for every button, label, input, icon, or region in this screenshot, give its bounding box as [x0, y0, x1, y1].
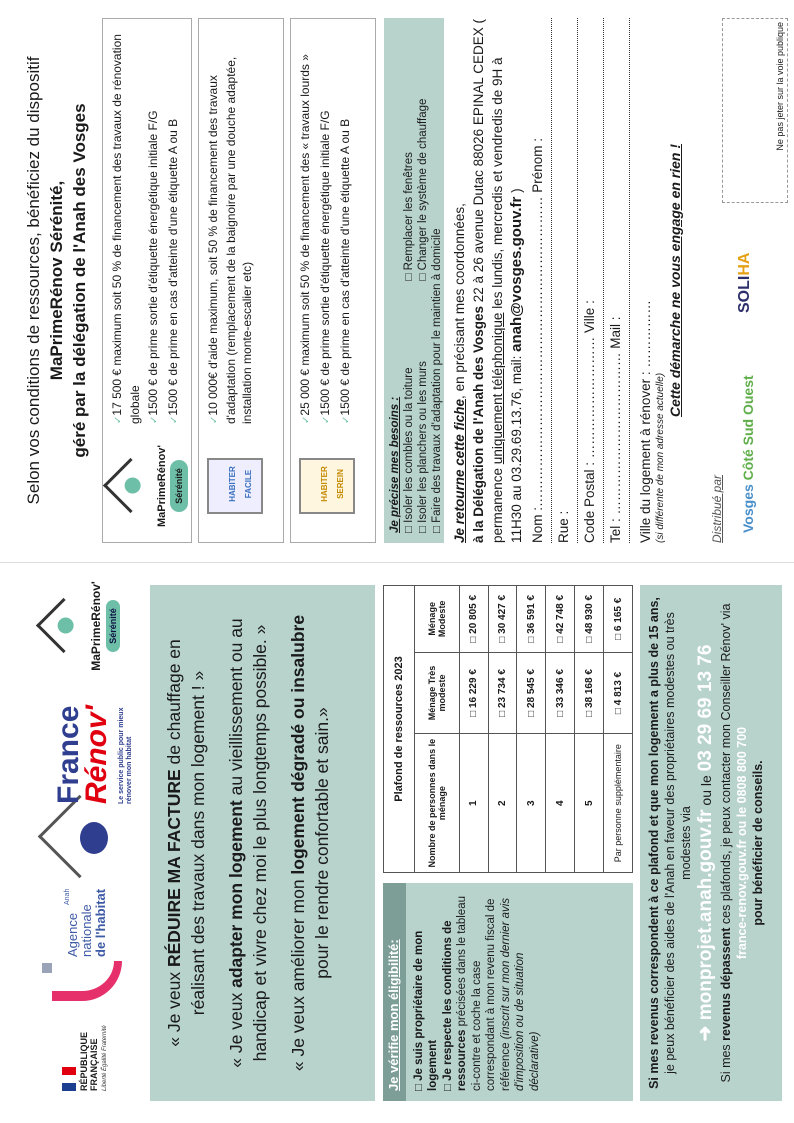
row-n: 1: [459, 734, 488, 873]
needs-box: [384, 18, 444, 543]
fr-tagline: Le service public pour mieux rénover mon habitat: [118, 707, 133, 804]
list-item: ✓ 25 000 € maximum soit 50 % de financement des « travaux lourds »: [297, 27, 315, 424]
contact-p1-bold: Si mes revenus correspondent à ce plafond et que mon logement a plus de 15 ans,: [647, 597, 661, 1089]
house-icon: [36, 598, 91, 653]
street-label: Rue :: [556, 510, 571, 543]
form-address-u: uniquement téléphonique: [490, 312, 505, 465]
need-checkbox[interactable]: □ Changer le système de chauffage: [417, 98, 429, 281]
elig-item2-rest: précisées dans le tableau ci-contre et coche la case correspondant à mon revenu fiscal de référence: [456, 896, 512, 1091]
table-col2: Ménage Très modeste: [414, 652, 459, 734]
anah-text: [66, 889, 108, 957]
need-checkbox[interactable]: □ Isoler les combles ou la toiture: [403, 367, 415, 533]
q2-post: au vieillissement ou au handicap et vivre chez moi le plus longtemps possible. »: [226, 618, 270, 1062]
q2-bold: adapter mon logement: [226, 800, 246, 988]
elig-item1[interactable]: [412, 893, 441, 1091]
france-renov-link[interactable]: france-renov.gouv.fr ou le 0808 800 700: [735, 726, 749, 960]
list-item: ✓ 1500 € de prime en cas d'atteinte d'une étiquette A ou B: [337, 27, 355, 424]
row-tm[interactable]: □ 16 229 €: [459, 652, 488, 734]
habiter-facile-icon: [207, 458, 263, 514]
form-intro-rest: , en précisant mes coordonnées,: [452, 203, 467, 399]
contact-or: ou le: [698, 771, 714, 810]
quote-2: [224, 609, 272, 1077]
row-tm[interactable]: □ 33 346 €: [546, 652, 575, 734]
header-line1: Selon vos conditions de ressources, bénéficiez du dispositif: [24, 56, 43, 505]
vosges-logo: [740, 375, 756, 533]
row-n: 4: [546, 734, 575, 873]
name-label: Nom :…………………………………………………………… Prénom :: [530, 137, 545, 543]
contact-p2: [718, 595, 734, 1091]
form-address-bold: à la Délégation de l'Anah des Vosges: [471, 305, 486, 543]
contact-links: [695, 595, 716, 1091]
offer-icon: [291, 430, 375, 542]
city-field[interactable]: [636, 18, 655, 543]
form-intro: [450, 18, 469, 543]
row-m[interactable]: □ 6 165 €: [604, 586, 633, 653]
offer1-badge: Sérénité: [170, 460, 188, 512]
city-note: (si différente de mon adresse actuelle): [655, 372, 666, 543]
anah-small: Anah: [64, 888, 71, 905]
row-m[interactable]: □ 20 805 €: [459, 586, 488, 653]
table-caption: Plafond de ressources 2023: [384, 586, 415, 873]
mpr-name: MaPrimeRénov': [89, 581, 103, 671]
table-row: [546, 586, 575, 873]
header-line3: géré par la délégation de l'Anah des Vosges: [70, 103, 89, 458]
postcode-field[interactable]: [580, 18, 604, 543]
list-item: ✓ 1500 € de prime sortie d'étiquette énergétique initiale F/G: [145, 27, 163, 424]
row-tm[interactable]: □ 4 813 €: [604, 652, 633, 734]
anah-phone[interactable]: 03 29 69 13 76: [695, 644, 716, 772]
fr-title1: France: [52, 705, 85, 804]
offer-habiter-facile: [198, 18, 284, 543]
footer: [710, 18, 790, 543]
phone-label: Tel : ……………………………… Mail :: [608, 316, 623, 543]
q3-pre: « Je veux améliorer mon: [288, 874, 308, 1072]
soliha-logo: [736, 253, 754, 313]
offer-serenite: [102, 18, 192, 543]
row-m[interactable]: □ 30 427 €: [488, 586, 517, 653]
table-col3: Ménage Modeste: [414, 586, 459, 653]
logo-row: [22, 571, 142, 1101]
house-icon: [103, 458, 158, 513]
contact-p2-rest: ces plafonds, je peux contacter mon Conseiller Rénov' via: [719, 603, 733, 928]
row-m[interactable]: □ 42 748 €: [546, 586, 575, 653]
republique-line1: RÉPUBLIQUE: [79, 1031, 89, 1091]
list-item: ✓ 17 500 € maximum soit 50 % de financement des travaux de rénovation globale: [109, 27, 143, 424]
do-not-litter: Ne pas jeter sur la voie publique: [722, 18, 788, 203]
mpr-badge: Sérénité: [106, 600, 120, 652]
offer-habiter-serein: [290, 18, 376, 543]
row-m[interactable]: □ 48 930 €: [575, 586, 604, 653]
soliha-1: SOLI: [736, 275, 753, 313]
row-tm[interactable]: □ 23 734 €: [488, 652, 517, 734]
eligibility-title: Je vérifie mon éligibilité:: [383, 883, 406, 1101]
elig-item2-ital: (inscrit sur mon dernier avis d'imposition ou de situation déclarative): [499, 897, 541, 1091]
form-address-end: ): [509, 188, 524, 197]
quote-1: [162, 609, 210, 1077]
table-row: [488, 586, 517, 873]
anah-logo: [42, 881, 132, 1001]
table-row: [575, 586, 604, 873]
elig-item1-text: □ Je suis propriétaire de mon logement: [412, 930, 439, 1091]
list-item: ✓ 1500 € de prime sortie d'étiquette énergétique initiale F/G: [317, 27, 335, 424]
q3-post: pour le rendre confortable et sain.»: [312, 707, 332, 979]
eligibility-box: [383, 883, 633, 1101]
right-panel: [0, 0, 794, 561]
contact-form: [450, 18, 685, 543]
phone-field[interactable]: [606, 18, 630, 543]
row-n: 2: [488, 734, 517, 873]
table-col1: Nombre de personnes dans le ménage: [414, 734, 459, 873]
row-n: 3: [517, 734, 546, 873]
quote-3: [286, 609, 334, 1077]
contact-p2-pre: Si mes: [719, 1040, 733, 1083]
offer3-logo-text: HABITER SEREIN: [320, 466, 345, 502]
france-renov-logo: [40, 705, 140, 866]
postcode-label: Code Postal : ……………………… Ville :: [582, 300, 597, 543]
street-field[interactable]: [554, 18, 578, 543]
need-checkbox[interactable]: □ Faire des travaux d'adaptation pour le maintien à domicile: [431, 228, 443, 533]
fr-title2: Rénov': [80, 705, 113, 804]
anah-line2: nationale: [79, 904, 94, 957]
left-panel: [0, 562, 794, 1123]
offer1-name: MaPrimeRénov': [156, 444, 168, 528]
need-checkbox[interactable]: □ Remplacer les fenêtres: [403, 152, 415, 281]
republique-motto: Liberté Égalité Fraternité: [102, 1025, 108, 1091]
anah-line3: de l'habitat: [93, 888, 108, 957]
contact-box: [640, 585, 782, 1101]
contact-p1: [646, 595, 694, 1091]
form-intro-it: Je retourne cette fiche: [452, 398, 467, 543]
republique-logo: [62, 1011, 109, 1091]
table-row: [517, 586, 546, 873]
city-label: Ville du logement à rénover : ……………: [638, 300, 653, 543]
q1-post: de chauffage en réalisant des travaux dans mon logement ! »: [164, 639, 208, 1016]
resources-table: [383, 585, 633, 873]
republique-line2: FRANÇAISE: [89, 1038, 99, 1091]
offer2-logo-text: HABITER FACILE: [228, 466, 253, 502]
blob-icon: [80, 822, 108, 854]
distributed-by: Distribué par: [710, 474, 724, 543]
form-address-rest2: les lundis, mercredis et vendredis de 9H à 11H30 au 03.29.69.13.76, mail:: [490, 57, 524, 543]
form-address: [469, 18, 526, 543]
table-row: [459, 586, 488, 873]
row-tm[interactable]: □ 28 545 €: [517, 652, 546, 734]
q3-bold: logement dégradé ou insalubre: [288, 614, 308, 875]
mpr-logo: [38, 571, 138, 681]
quote-box: [150, 585, 375, 1101]
form-address-rest: 22 à 26 avenue Dutac 88026 EPINAL CEDEX ( permanence: [471, 19, 505, 543]
needs-grid: [402, 28, 430, 533]
anah-swoosh-icon: [52, 961, 122, 1001]
q1-bold: RÉDUIRE MA FACTURE: [164, 769, 184, 967]
mail-link[interactable]: anah@vosges.gouv.fr: [508, 196, 525, 352]
contact-p2-bold: revenus dépassent: [719, 927, 733, 1041]
q1-pre: « Je veux: [164, 967, 184, 1047]
row-m[interactable]: □ 36 591 €: [517, 586, 546, 653]
no-commitment: Cette démarche ne vous engage en rien !: [667, 143, 683, 418]
vcso-2: Côté Sud Ouest: [740, 375, 756, 481]
habiter-serein-icon: [299, 458, 355, 514]
table-row: [604, 586, 633, 873]
row-n: Par personne supplémentaire: [604, 734, 633, 873]
right-header: [22, 18, 91, 543]
needs-title: Je précise mes besoins :: [389, 396, 401, 533]
list-item: ✓ 1500 € de prime en cas d'atteinte d'une étiquette A ou B: [165, 27, 183, 424]
header-line2: MaPrimeRénov Sérénité,: [47, 180, 66, 381]
contact-p1-rest: je peux bénéficier des aides de l'Anah en faveur des propriétaires modestes ou très modestes via: [663, 612, 693, 1074]
name-field[interactable]: [528, 18, 552, 543]
flag-icon: [62, 1067, 76, 1091]
elig-item2-bold: □ Je respecte les conditions de ressources: [441, 920, 468, 1091]
row-n: 5: [575, 734, 604, 873]
offer-icon: [199, 430, 283, 542]
elig-item2[interactable]: [441, 893, 543, 1091]
anah-square-icon: [42, 963, 52, 973]
soliha-2: HA: [736, 252, 753, 276]
need-checkbox[interactable]: □ Isoler les planchers ou les murs: [417, 361, 429, 533]
offer-icon: [103, 430, 191, 542]
anah-site-link[interactable]: ➜ monprojet.anah.gouv.fr: [695, 809, 716, 1042]
q2-pre: « Je veux: [226, 987, 246, 1068]
anah-line1: Agence: [65, 912, 80, 957]
contact-p3: pour bénéficier de conseils.: [751, 760, 765, 926]
row-tm[interactable]: □ 38 168 €: [575, 652, 604, 734]
vcso-1: Vosges: [740, 480, 756, 533]
list-item: ✓ 10 000€ d'aide maximum, soit 50 % de financement des travaux d'adaptation (remplacement de la baignoire par une douche adaptée, installation monte-escalier etc): [205, 27, 255, 424]
